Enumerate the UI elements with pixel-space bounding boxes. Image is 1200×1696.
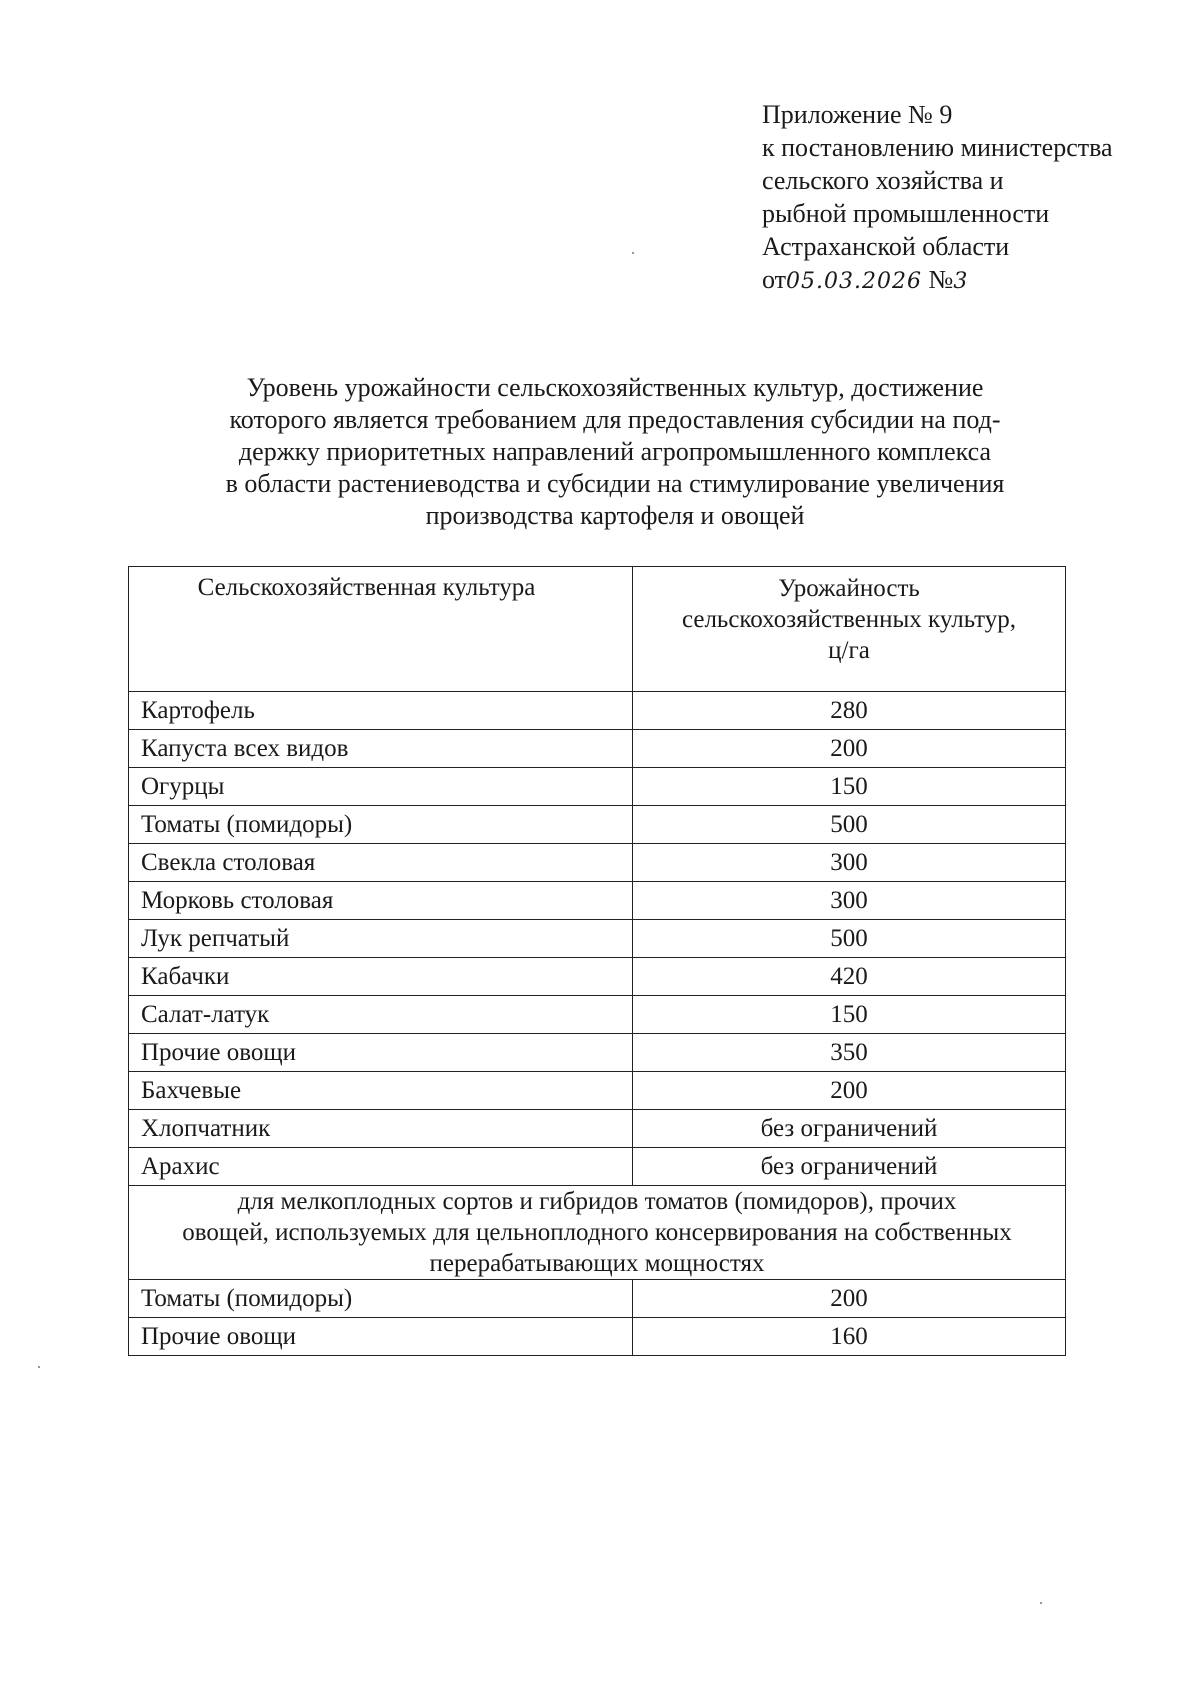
crop-name: Бахчевые	[129, 1072, 633, 1110]
table-row	[129, 920, 1066, 958]
header-yield-unit: ц/га	[828, 637, 870, 664]
table-row	[129, 1034, 1066, 1072]
table-row	[129, 1148, 1066, 1186]
table-row	[129, 768, 1066, 806]
yield-value: 500	[633, 920, 1066, 958]
crop-name: Огурцы	[129, 768, 633, 806]
scan-speck	[1040, 1602, 1042, 1604]
table-row	[129, 1280, 1066, 1318]
annex-to-resolution: к постановлению министерства	[762, 133, 1113, 162]
yield-value: 200	[633, 1280, 1066, 1318]
yield-value: без ограничений	[633, 1110, 1066, 1148]
annex-ministry-line: сельского хозяйства и	[762, 166, 1004, 195]
crop-name: Салат-латук	[129, 996, 633, 1034]
annex-number: Приложение № 9	[762, 100, 953, 129]
handwritten-number: 3	[953, 269, 969, 294]
table-row	[129, 996, 1066, 1034]
table-row	[129, 1110, 1066, 1148]
document-title	[150, 372, 1080, 532]
yield-value: 160	[633, 1318, 1066, 1356]
yield-value: без ограничений	[633, 1148, 1066, 1186]
crop-name: Хлопчатник	[129, 1110, 633, 1148]
scan-speck	[38, 1366, 40, 1368]
table-row	[129, 882, 1066, 920]
annex-date-line	[762, 263, 1113, 298]
crop-name: Арахис	[129, 1148, 633, 1186]
yield-value: 150	[633, 768, 1066, 806]
crop-name: Морковь столовая	[129, 882, 633, 920]
crop-name: Лук репчатый	[129, 920, 633, 958]
note-line: перерабатывающих мощностях	[429, 1250, 765, 1277]
crop-name: Прочие овощи	[129, 1034, 633, 1072]
yield-value: 200	[633, 730, 1066, 768]
crop-name: Прочие овощи	[129, 1318, 633, 1356]
table-row	[129, 806, 1066, 844]
note-line: овощей, используемых для цельноплодного консервирования на собственных	[182, 1219, 1012, 1246]
table-note-row	[129, 1186, 1066, 1280]
crop-name: Кабачки	[129, 958, 633, 996]
title-line: Уровень урожайности сельскохозяйственных культур, достижение	[246, 373, 984, 402]
crop-name: Томаты (помидоры)	[129, 806, 633, 844]
yield-value: 500	[633, 806, 1066, 844]
yield-value: 150	[633, 996, 1066, 1034]
annex-region-line: Астраханской области	[762, 232, 1010, 261]
header-crop: Сельскохозяйственная культура	[129, 567, 633, 692]
table-row	[129, 844, 1066, 882]
header-yield	[633, 567, 1066, 692]
annex-header	[762, 98, 1113, 298]
header-yield-line: сельскохозяйственных культур,	[681, 606, 1017, 633]
table-row	[129, 1318, 1066, 1356]
yield-value: 300	[633, 844, 1066, 882]
crop-name: Томаты (помидоры)	[129, 1280, 633, 1318]
yield-value: 300	[633, 882, 1066, 920]
table-row	[129, 692, 1066, 730]
title-line: держку приоритетных направлений агропромышленного комплекса	[238, 437, 992, 466]
yield-value: 280	[633, 692, 1066, 730]
yield-value: 420	[633, 958, 1066, 996]
note-line: для мелкоплодных сортов и гибридов томатов (помидоров), прочих	[237, 1188, 957, 1215]
table-row	[129, 730, 1066, 768]
title-line: производства картофеля и овощей	[425, 501, 805, 530]
crop-name: Капуста всех видов	[129, 730, 633, 768]
table-row	[129, 958, 1066, 996]
number-prefix: №	[928, 265, 954, 294]
table-header-row	[129, 567, 1066, 692]
scan-speck	[632, 252, 634, 254]
yield-value: 200	[633, 1072, 1066, 1110]
crop-name: Картофель	[129, 692, 633, 730]
title-line: которого является требованием для предоставления субсидии на под-	[229, 405, 1001, 434]
table-row	[129, 1072, 1066, 1110]
date-prefix: от	[762, 265, 787, 294]
header-yield-line: Урожайность	[778, 575, 920, 602]
crop-name: Свекла столовая	[129, 844, 633, 882]
annex-industry-line: рыбной промышленности	[762, 199, 1050, 228]
handwritten-date: 05.03.2026	[786, 269, 922, 294]
title-line: в области растениеводства и субсидии на стимулирование увеличения	[225, 469, 1005, 498]
yield-table	[128, 566, 1066, 1356]
yield-value: 350	[633, 1034, 1066, 1072]
table-note	[129, 1186, 1066, 1280]
